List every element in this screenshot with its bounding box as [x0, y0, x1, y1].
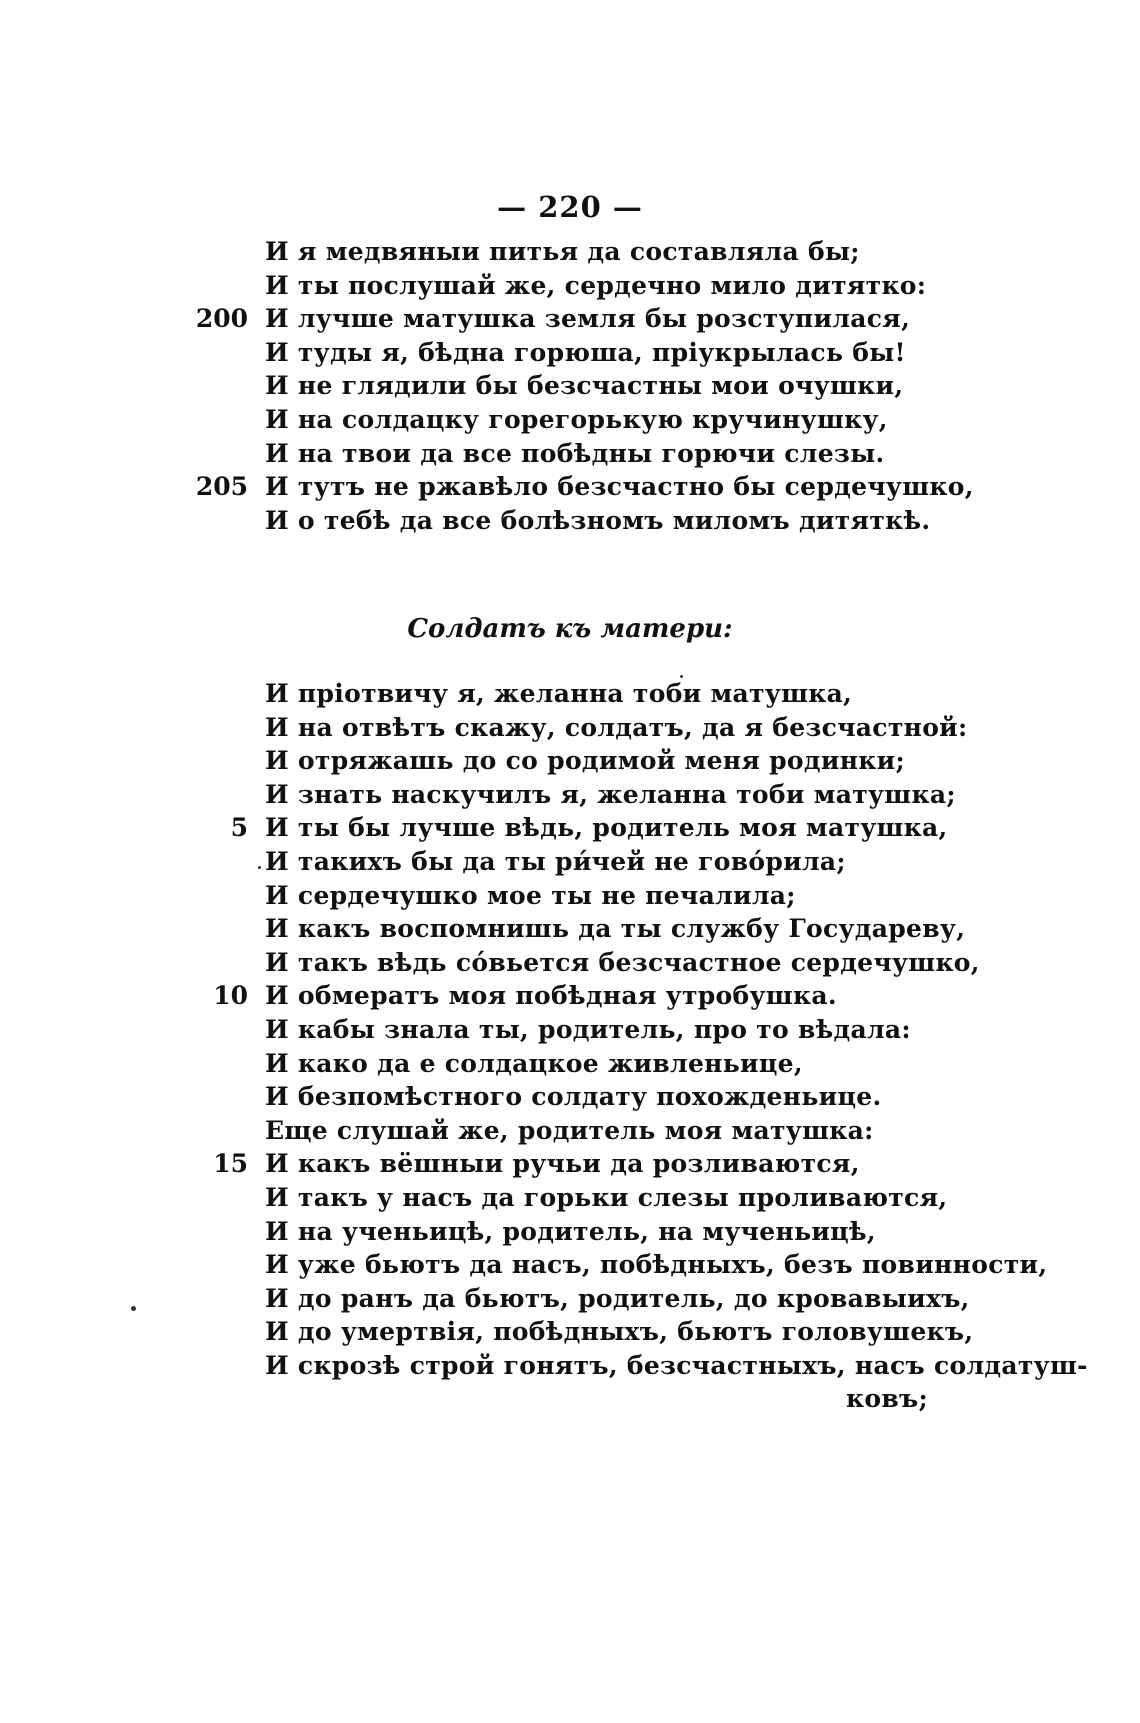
verse-text: И не глядили бы безсчастны мои очушки,	[265, 371, 904, 401]
verse-line	[0, 437, 1140, 471]
verse-text: И сердечушко мое ты не печалила;	[265, 880, 796, 910]
verse-text: И ты бы лучше вѣдь, родитель моя матушка,	[265, 813, 948, 843]
verse-text: И я медвяныи питья да составляла бы;	[265, 237, 860, 266]
verse-line	[0, 1215, 1140, 1249]
verse-continuation-line	[0, 1382, 1140, 1416]
verse-line	[0, 1114, 1140, 1148]
verse-line	[0, 1147, 1140, 1181]
verse-text: И какъ вёшныи ручьи да розливаются,	[265, 1149, 860, 1179]
verse-line	[0, 1047, 1140, 1081]
verse-line	[0, 1349, 1140, 1383]
verse-text: И отряжашь до со родимой меня родинки;	[265, 746, 906, 776]
verse-line	[0, 1080, 1140, 1114]
verse-text: И знать наскучилъ я, желанна тоби матушка;	[265, 779, 956, 809]
verse-line	[0, 879, 1140, 913]
ink-speck	[680, 675, 683, 678]
verse-line	[0, 811, 1140, 845]
verse-text: И лучше матушка земля бы розступилася,	[265, 304, 911, 334]
verse-line	[0, 470, 1140, 504]
verse-line	[0, 946, 1140, 980]
verse-text: И такъ вѣдь со́вьется безсчастное сердечушко,	[265, 947, 980, 977]
verse-text: И туды я, бѣдна горюша, пріукрылась бы!	[265, 337, 906, 367]
verse-text: И обмератъ моя побѣдная утробушка.	[265, 981, 837, 1011]
verse-line	[0, 979, 1140, 1013]
verse-text: И о тебѣ да все болѣзномъ миломъ дитяткѣ.	[265, 505, 931, 535]
verse-text: И такихъ бы да ты ри́чей не гово́рила;	[265, 846, 846, 876]
verse-line	[0, 1282, 1140, 1316]
verse-line	[0, 269, 1140, 303]
verse-line	[0, 1181, 1140, 1215]
verse-line	[0, 302, 1140, 336]
line-number: 15	[213, 1149, 248, 1179]
verse-text: И скрозѣ строй гонятъ, безсчастныхъ, насъ солдатуш-	[265, 1350, 1088, 1380]
line-number: 200	[195, 304, 248, 334]
verse-text: И уже бьютъ да насъ, побѣдныхъ, безъ повинности,	[265, 1250, 1048, 1280]
verse-text: И безпомѣстного солдату похожденьице.	[265, 1082, 882, 1112]
verse-line	[0, 369, 1140, 403]
verse-line	[0, 1248, 1140, 1282]
verse-text: И на отвѣтъ скажу, солдатъ, да я безсчастной:	[265, 712, 968, 742]
verse-line	[0, 778, 1140, 812]
ink-speck	[258, 866, 261, 869]
verse-text: И на твои да все побѣдны горючи слезы.	[265, 438, 885, 468]
verse-text: И до ранъ да бьютъ, родитель, до кровавыихъ,	[265, 1283, 970, 1313]
verse-line	[0, 912, 1140, 946]
verse-line	[0, 677, 1140, 711]
verse-text: И кабы знала ты, родитель, про то вѣдала:	[265, 1014, 911, 1044]
verse-line	[0, 403, 1140, 437]
verse-text: И пріотвичу я, желанна тоби матушка,	[265, 679, 853, 708]
page-number: — 220 —	[497, 190, 643, 224]
verse-text: И до умертвія, побѣдныхъ, бьютъ головушекъ,	[265, 1317, 974, 1347]
verse-text: И на солдацку горегорькую кручинушку,	[265, 404, 888, 434]
verse-text: И какъ воспомнишь да ты службу Государеву,	[265, 914, 966, 944]
line-number: 205	[195, 472, 248, 502]
verse-text: И такъ у насъ да горьки слезы проливаются,	[265, 1182, 948, 1212]
verse-text: И како да е солдацкое живленьице,	[265, 1048, 803, 1078]
line-number: 10	[213, 981, 248, 1011]
verse-continuation: ковъ;	[845, 1384, 928, 1414]
verse-line	[0, 845, 1140, 879]
verse-line	[0, 1315, 1140, 1349]
verse-text: Еще слушай же, родитель моя матушка:	[265, 1115, 874, 1145]
line-number: 5	[230, 813, 248, 843]
ink-speck	[131, 1306, 136, 1311]
verse-line	[0, 504, 1140, 538]
verse-line	[0, 336, 1140, 370]
verse-line	[0, 711, 1140, 745]
verse-text: И на ученьицѣ, родитель, на мученьицѣ,	[265, 1216, 876, 1246]
verse-line	[0, 235, 1140, 269]
stanza-1	[0, 235, 1140, 537]
verse-text: И ты послушай же, сердечно мило дитятко:	[265, 270, 927, 300]
verse-line	[0, 1013, 1140, 1047]
section-heading: Солдатъ къ матери:	[407, 614, 733, 644]
verse-text: И тутъ не ржавѣло безсчастно бы сердечушко,	[265, 472, 974, 502]
verse-line	[0, 744, 1140, 778]
stanza-2	[0, 677, 1140, 1416]
